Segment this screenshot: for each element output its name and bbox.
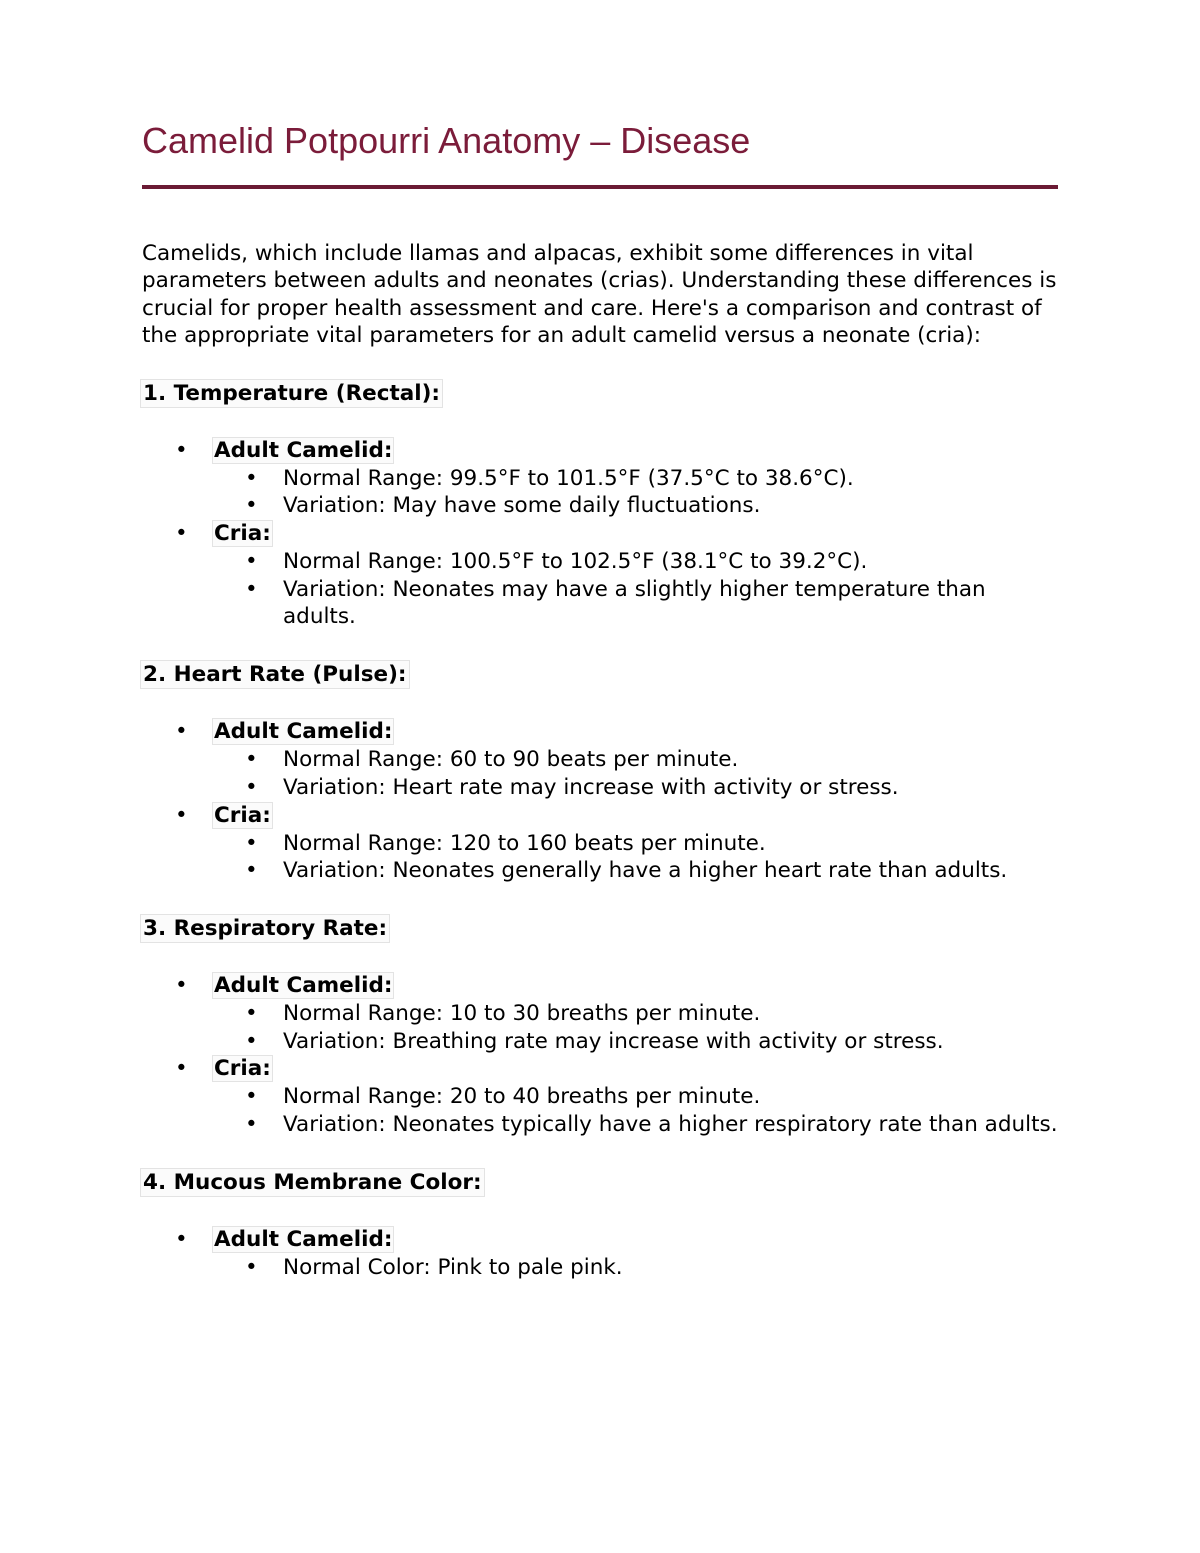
list-item-text: Normal Range: 99.5°F to 101.5°F (37.5°C to 38.6°C). — [283, 465, 854, 491]
group-label-row — [142, 972, 1058, 1000]
list-item-text: Variation: Breathing rate may increase with activity or stress. — [283, 1028, 944, 1054]
list-item-text: Normal Range: 120 to 160 beats per minute. — [283, 830, 766, 856]
group-list — [142, 1226, 1058, 1282]
bullet-dot-icon: • — [245, 549, 258, 575]
bullet-dot-icon: • — [245, 1084, 258, 1110]
sub-list — [142, 1083, 1058, 1138]
bullet-dot-icon: • — [245, 830, 258, 856]
group-label-row — [142, 520, 1058, 548]
list-item-text: Normal Range: 20 to 40 breaths per minute. — [283, 1084, 761, 1110]
list-item-text: Variation: Neonates may have a slightly higher temperature than adults. — [283, 576, 986, 630]
list-item-text: Normal Color: Pink to pale pink. — [283, 1254, 623, 1280]
section-heading: 4. Mucous Membrane Color: — [140, 1168, 485, 1197]
group-label: Cria: — [214, 521, 271, 547]
list-item — [142, 857, 1058, 885]
document-body — [142, 240, 1058, 1281]
bullet-dot-icon: • — [245, 1028, 258, 1054]
bullet-dot-icon: • — [175, 1226, 188, 1252]
bullet-dot-icon: • — [175, 1056, 188, 1082]
group-list — [142, 437, 1058, 632]
list-item-text: Variation: May have some daily fluctuations. — [283, 493, 761, 519]
bullet-dot-icon: • — [175, 719, 188, 745]
list-item — [142, 830, 1058, 858]
bullet-dot-icon: • — [175, 972, 188, 998]
group-item — [142, 437, 1058, 520]
bullet-dot-icon: • — [245, 465, 258, 491]
list-item — [142, 746, 1058, 774]
sub-list — [142, 548, 1058, 631]
bullet-dot-icon: • — [245, 1254, 258, 1280]
group-list — [142, 972, 1058, 1139]
bullet-dot-icon: • — [245, 747, 258, 773]
group-list — [142, 718, 1058, 885]
intro-paragraph: Camelids, which include llamas and alpacas, exhibit some differences in vital parameters between adults and neonates (crias). Understanding these differences is crucial for proper health assessment and care. Here's a comparison and contrast of the appropriate vital parameters for an adult camelid versus a neonate (cria): — [142, 241, 1057, 349]
section-heading: 2. Heart Rate (Pulse): — [140, 660, 410, 689]
section-2 — [142, 660, 1058, 885]
bullet-dot-icon: • — [175, 521, 188, 547]
list-item — [142, 548, 1058, 576]
group-label-row — [142, 437, 1058, 465]
group-label: Adult Camelid: — [214, 437, 393, 463]
group-item — [142, 718, 1058, 801]
section-1 — [142, 379, 1058, 632]
bullet-dot-icon: • — [175, 802, 188, 828]
sub-list — [142, 746, 1058, 801]
group-label: Adult Camelid: — [214, 1226, 393, 1252]
bullet-dot-icon: • — [245, 858, 258, 884]
list-item — [142, 1083, 1058, 1111]
list-item-text: Normal Range: 10 to 30 breaths per minute. — [283, 1000, 761, 1026]
list-item — [142, 774, 1058, 802]
bullet-dot-icon: • — [245, 774, 258, 800]
bullet-dot-icon: • — [245, 1000, 258, 1026]
list-item — [142, 576, 1058, 631]
list-item-text: Variation: Heart rate may increase with activity or stress. — [283, 774, 899, 800]
document-title: Camelid Potpourri Anatomy – Disease — [142, 120, 751, 161]
section-heading: 1. Temperature (Rectal): — [140, 379, 443, 408]
list-item-text: Variation: Neonates generally have a higher heart rate than adults. — [283, 858, 1008, 884]
sub-list — [142, 465, 1058, 520]
group-item — [142, 1055, 1058, 1138]
group-label: Cria: — [214, 1056, 271, 1082]
group-label-row — [142, 718, 1058, 746]
section-3 — [142, 914, 1058, 1139]
group-label: Adult Camelid: — [214, 972, 393, 998]
sub-list — [142, 830, 1058, 885]
group-item — [142, 972, 1058, 1055]
group-label: Cria: — [214, 802, 271, 828]
group-item — [142, 1226, 1058, 1282]
list-item — [142, 465, 1058, 493]
bullet-dot-icon: • — [245, 576, 258, 602]
list-item — [142, 1111, 1058, 1139]
group-item — [142, 802, 1058, 885]
sub-list — [142, 1254, 1058, 1282]
group-label: Adult Camelid: — [214, 719, 393, 745]
list-item — [142, 492, 1058, 520]
list-item-text: Variation: Neonates typically have a higher respiratory rate than adults. — [283, 1112, 1058, 1138]
section-heading: 3. Respiratory Rate: — [140, 914, 390, 943]
list-item-text: Normal Range: 100.5°F to 102.5°F (38.1°C to 39.2°C). — [283, 549, 868, 575]
section-4 — [142, 1168, 1058, 1282]
list-item — [142, 1254, 1058, 1282]
bullet-dot-icon: • — [175, 437, 188, 463]
group-label-row — [142, 802, 1058, 830]
list-item — [142, 1000, 1058, 1028]
list-item — [142, 1028, 1058, 1056]
title-divider — [142, 185, 1058, 189]
group-label-row — [142, 1055, 1058, 1083]
group-item — [142, 520, 1058, 631]
sections-container — [142, 379, 1058, 1282]
list-item-text: Normal Range: 60 to 90 beats per minute. — [283, 747, 739, 773]
bullet-dot-icon: • — [245, 1112, 258, 1138]
sub-list — [142, 1000, 1058, 1055]
bullet-dot-icon: • — [245, 493, 258, 519]
group-label-row — [142, 1226, 1058, 1254]
